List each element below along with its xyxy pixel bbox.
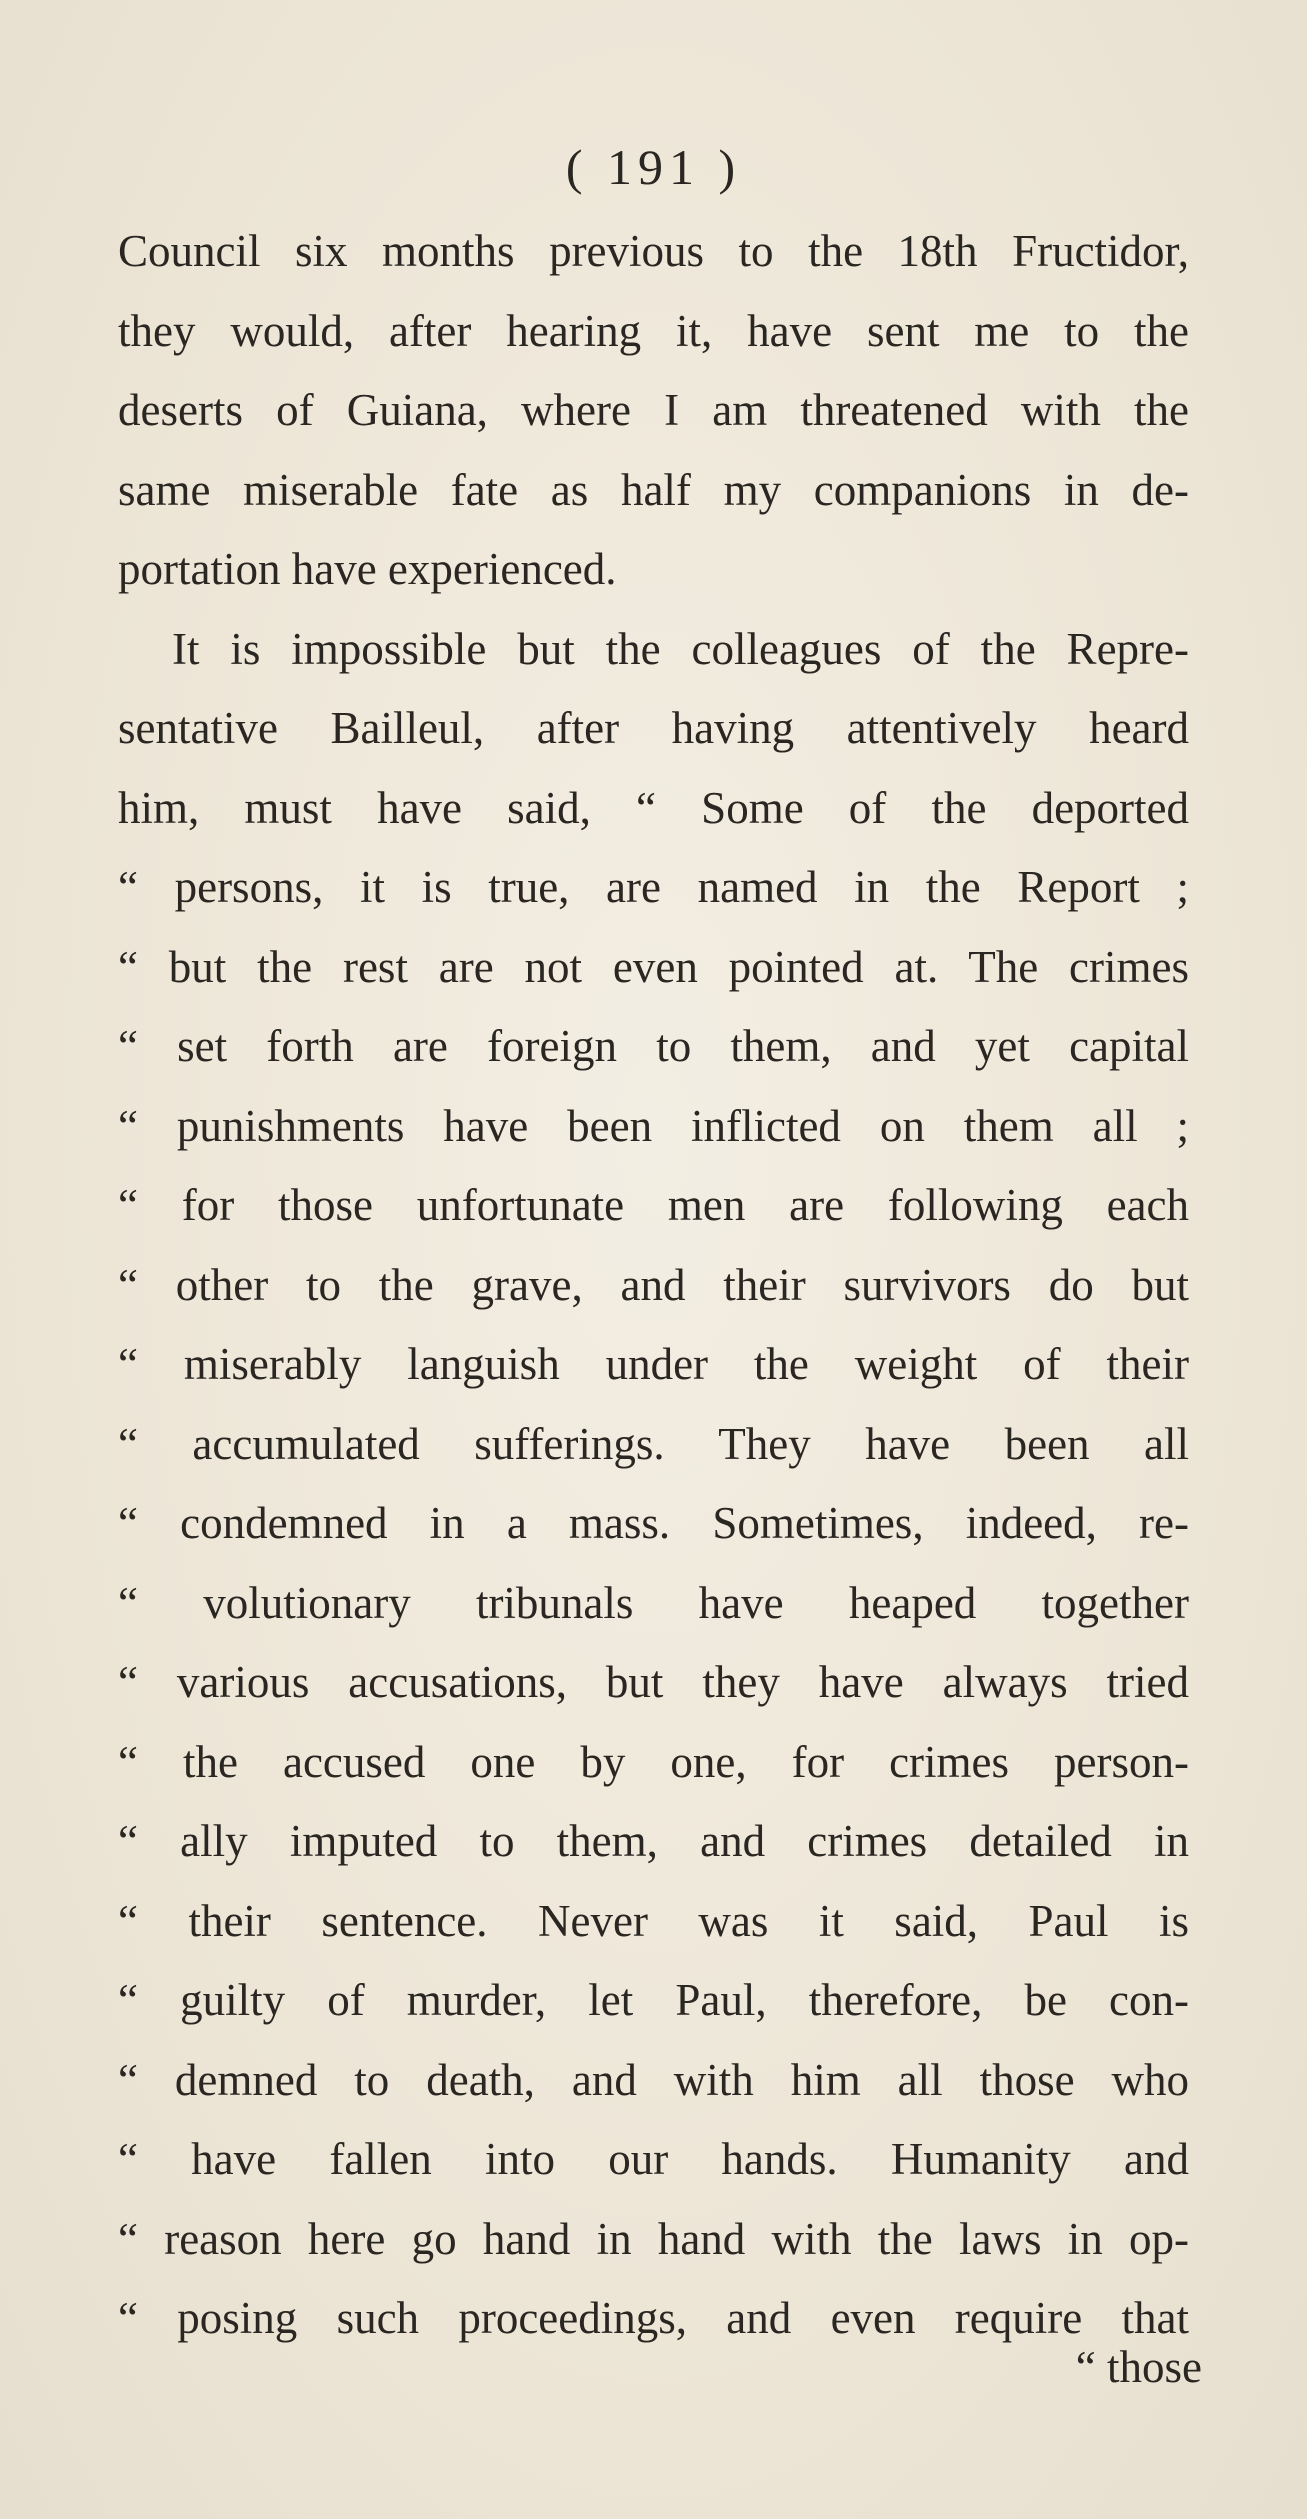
text-line: “ accumulated sufferings. They have been all (118, 1418, 1189, 1469)
text-line: “ for those unfortunate men are following each (118, 1180, 1189, 1230)
text-line: sentative Bailleul, after having attentively heard (118, 703, 1189, 753)
text-line: they would, after hearing it, have sent me to the (118, 305, 1189, 356)
text-line: Council six months previous to the 18th Fructidor, (118, 226, 1189, 276)
text-line: portation have experienced. (118, 544, 617, 594)
text-line: “ demned to death, and with him all those who (118, 2054, 1189, 2105)
page-number: ( 191 ) (565, 139, 742, 195)
text-line: “ their sentence. Never was it said, Paul is (118, 1895, 1189, 1946)
text-line: deserts of Guiana, where I am threatened with the (118, 385, 1189, 435)
text-line: It is impossible but the colleagues of the Repre- (172, 623, 1189, 674)
text-line: “ have fallen into our hands. Humanity and (118, 2134, 1189, 2184)
text-line: “ posing such proceedings, and even require that (118, 2293, 1189, 2343)
text-line: “ miserably languish under the weight of their (118, 1339, 1189, 1389)
text-line: “ volutionary tribunals have heaped together (118, 1577, 1189, 1628)
text-line: “ other to the grave, and their survivors do but (118, 1259, 1189, 1310)
text-line: “ condemned in a mass. Sometimes, indeed, re- (118, 1498, 1189, 1548)
text-line: “ the accused one by one, for crimes person- (118, 1736, 1189, 1787)
body-text (118, 212, 1189, 2359)
text-line: same miserable fate as half my companions in de- (118, 464, 1189, 515)
text-line: “ various accusations, but they have always tried (118, 1657, 1189, 1707)
text-line: “ but the rest are not even pointed at. The crimes (118, 941, 1189, 992)
text-line: “ set forth are foreign to them, and yet capital (118, 1021, 1189, 1071)
text-line: “ persons, it is true, are named in the Report ; (118, 862, 1189, 912)
text-line: “ reason here go hand in hand with the laws in op- (118, 2213, 1189, 2264)
text-line: “ punishments have been inflicted on them all ; (118, 1100, 1189, 1151)
text-line: him, must have said, “ Some of the deported (118, 782, 1189, 833)
text-line: “ guilty of murder, let Paul, therefore, be con- (118, 1975, 1189, 2025)
catchword: “ those (1075, 2342, 1202, 2392)
text-line: “ ally imputed to them, and crimes detailed in (118, 1816, 1189, 1866)
